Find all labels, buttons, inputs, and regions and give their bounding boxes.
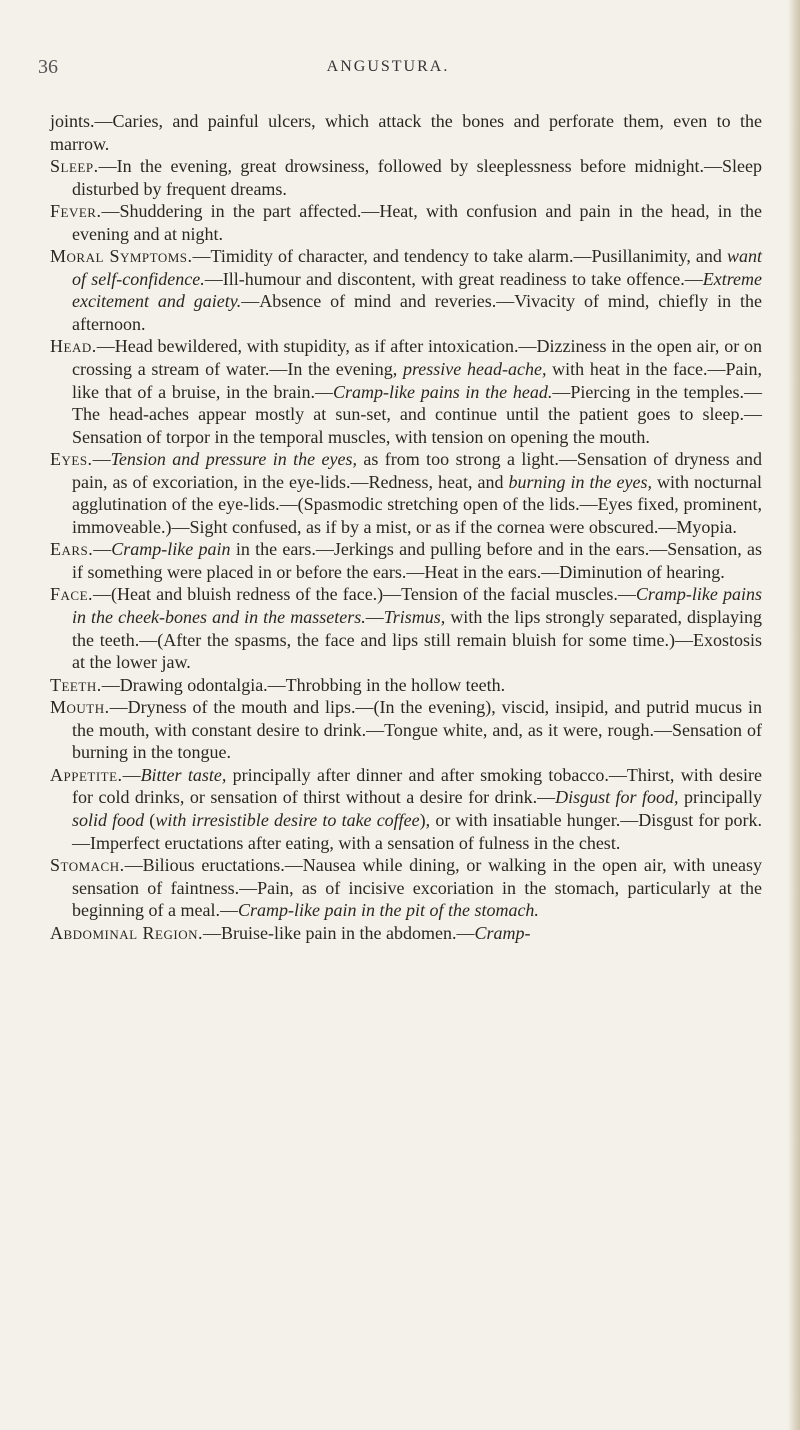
symptom-section xyxy=(50,448,762,538)
text-run: —Drawing odontalgia.—Throbbing in the hollow teeth. xyxy=(101,674,506,695)
body-text xyxy=(50,110,762,944)
text-run: in the ears.—Jerkings and pulling before and in the ears.—Sensation, as if something were placed in or before the ears.—Heat in the ears.—Diminution of hearing. xyxy=(72,539,762,582)
section-heading: Face. xyxy=(50,584,94,605)
section-heading: Fever. xyxy=(50,201,102,222)
text-run: —In the evening, great drowsiness, followed by sleeplessness before midnight.—Sleep disturbed by frequent dreams. xyxy=(72,156,762,199)
section-heading: Sleep. xyxy=(50,156,99,177)
text-run: with heat in the face.—Pain, like that of a bruise, in the brain.— xyxy=(72,359,762,402)
symptom-section xyxy=(50,854,762,922)
running-head: ANGUSTURA. xyxy=(326,58,450,75)
text-run: ), or with insatiable hunger.—Disgust for pork.—Imperfect eructations after eating, with a sensation of fulness in the chest. xyxy=(72,809,763,853)
text-run: —Dryness of the mouth and lips.—(In the evening), viscid, insipid, and putrid mucus in the mouth, with constant desire to drink.—Tongue white, and, as it were, rough.—Sensation of burning in the tongue. xyxy=(72,697,762,763)
italic-phrase: Tension and pressure in the eyes, xyxy=(110,449,358,470)
section-heading: Stomach. xyxy=(50,855,125,876)
page-number: 36 xyxy=(38,56,58,78)
text-run: principally after dinner and after smoking tobacco.—Thirst, with desire for cold drinks, or sensation of thirst without a desire for drink.— xyxy=(72,764,762,808)
continued-paragraph xyxy=(50,110,762,155)
italic-phrase: Cramp-like pain xyxy=(111,539,231,560)
italic-phrase: burning in the eyes, xyxy=(508,471,652,492)
text-run: principally xyxy=(678,787,762,808)
text-run: — xyxy=(122,764,141,785)
text-run: —Ill-humour and discontent, with great readiness to take offence.— xyxy=(204,268,703,289)
italic-phrase: pressive head-ache, xyxy=(402,359,547,380)
text-run: with the lips strongly separated, displaying the teeth.—(After the spasms, the face and lips still remain bluish for some time.)—Exostosis at the lower jaw. xyxy=(72,607,762,673)
symptom-section xyxy=(50,764,762,854)
text-run: — xyxy=(365,607,384,628)
text-run: as from too strong a light.—Sensation of dryness and pain, as of excoriation, in the eye-lids.—Redness, heat, and xyxy=(72,449,763,492)
text-run: — xyxy=(93,539,112,560)
text-run: ( xyxy=(144,809,156,830)
symptom-section xyxy=(50,674,762,697)
symptom-section xyxy=(50,200,762,245)
symptom-section xyxy=(50,245,762,335)
text-run: —Shuddering in the part affected.—Heat, with confusion and pain in the head, in the evening and at night. xyxy=(72,201,762,244)
page-header xyxy=(38,56,738,80)
italic-phrase: Bitter taste, xyxy=(140,764,227,785)
section-heading: Head. xyxy=(50,336,97,357)
section-heading: Eyes. xyxy=(50,449,93,470)
symptom-section xyxy=(50,922,762,945)
section-heading: Mouth. xyxy=(50,697,110,718)
page-edge-shadow xyxy=(788,0,800,1430)
text-run: —Bilious eructations.—Nausea while dining, or walking in the open air, with uneasy sensation of faintness.—Pain, as of incisive excoriation in the stomach, particularly at the beginning of a meal.— xyxy=(72,855,762,921)
text-run: —Head bewildered, with stupidity, as if after intoxication.—Dizziness in the open air, or on crossing a stream of water.—In the evening, xyxy=(72,336,762,380)
symptom-section xyxy=(50,335,762,448)
italic-phrase: Cramp- xyxy=(474,922,531,943)
italic-phrase: Cramp-like pains in the head. xyxy=(333,381,553,402)
italic-phrase: Disgust for food, xyxy=(555,787,679,808)
section-heading: Abdominal Region. xyxy=(50,922,203,943)
italic-phrase: Cramp-like pains in the cheek-bones and in the masseters. xyxy=(72,584,762,628)
italic-phrase: solid food xyxy=(72,809,145,830)
text-run: —Piercing in the temples.—The head-aches appear mostly at sun-set, and continue until the patient goes to sleep.—Sensation of torpor in the temporal muscles, with tension on opening the mouth. xyxy=(72,381,762,447)
section-heading: Appetite. xyxy=(50,764,123,785)
section-heading: Ears. xyxy=(50,539,94,560)
text-run: — xyxy=(92,449,111,470)
italic-phrase: Extreme excitement and gaiety. xyxy=(72,268,763,312)
text-run: —(Heat and bluish redness of the face.)—Tension of the facial muscles.— xyxy=(93,584,636,605)
italic-phrase: want of self-confidence. xyxy=(72,246,763,289)
text-run: —Bruise-like pain in the abdomen.— xyxy=(203,922,475,943)
symptom-section xyxy=(50,696,762,764)
italic-phrase: Cramp-like pain in the pit of the stomach. xyxy=(237,900,539,921)
symptom-section xyxy=(50,583,762,673)
italic-phrase: Trismus, xyxy=(383,607,446,628)
text-run: joints.—Caries, and painful ulcers, which attack the bones and perforate them, even to the marrow. xyxy=(50,111,762,154)
section-heading: Teeth. xyxy=(50,674,102,695)
symptom-section xyxy=(50,155,762,200)
text-run: —Absence of mind and reveries.—Vivacity of mind, chiefly in the afternoon. xyxy=(72,291,763,334)
section-heading: Moral Symptoms. xyxy=(50,246,193,267)
text-run: with nocturnal agglutination of the eye-lids.—(Spasmodic stretching open of the lids.—Eyes fixed, prominent, immoveable.)—Sight confused, as if by a mist, or as if the cornea were obscured.—Myopia. xyxy=(72,471,762,537)
italic-phrase: with irresistible desire to take coffee xyxy=(155,809,420,830)
text-run: —Timidity of character, and tendency to take alarm.—Pusillanimity, and xyxy=(192,246,727,267)
symptom-section xyxy=(50,538,762,583)
